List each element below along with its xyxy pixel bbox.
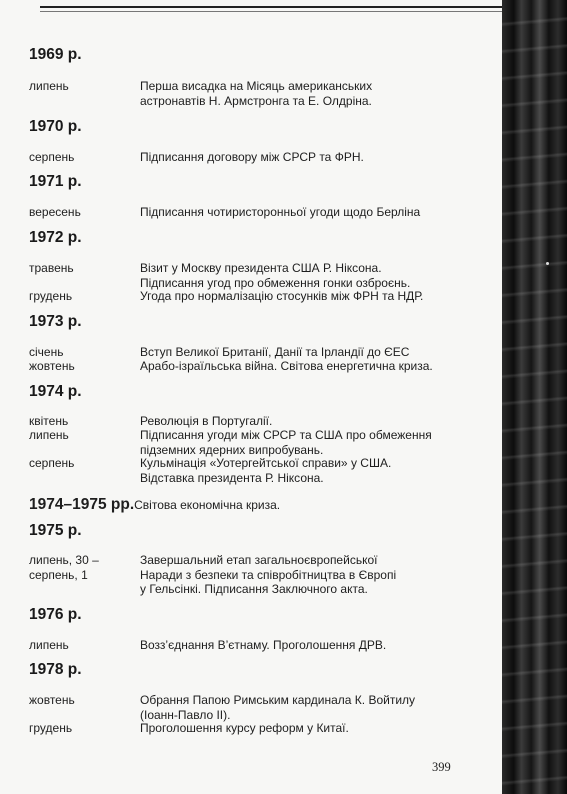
event-text: Вступ Великої Британії, Данії та Ірландії до ЄЕС: [140, 345, 410, 359]
year-heading: 1969 р.: [29, 46, 82, 63]
month-label: грудень: [29, 721, 73, 735]
page-number: 399: [432, 760, 451, 774]
year-heading: 1974 р.: [29, 383, 82, 400]
top-rule: [40, 6, 502, 8]
year-heading: 1973 р.: [29, 313, 82, 330]
year-heading: 1974–1975 рр.: [29, 496, 135, 513]
edge-speck: [546, 262, 549, 265]
year-heading: 1970 р.: [29, 118, 82, 135]
month-label: жовтень: [29, 359, 75, 373]
event-text: Возз’єднання В’єтнаму. Проголошення ДРВ.: [140, 638, 387, 652]
year-inline-row: [29, 496, 280, 514]
year-heading: 1976 р.: [29, 606, 82, 623]
year-heading: 1978 р.: [29, 661, 82, 678]
event-text: Революція в Португалії.: [140, 414, 273, 428]
event-text: Підписання чотиристоронньої угоди щодо Берліна: [140, 205, 421, 219]
month-label: липень: [29, 428, 69, 442]
event-text: Обрання Папою Римським кардинала К. Войтилу (Іоанн-Павло ІІ).: [140, 693, 416, 722]
event-text: Підписання договору між СРСР та ФРН.: [140, 150, 364, 164]
month-label: травень: [29, 261, 74, 275]
month-label: жовтень: [29, 693, 75, 707]
year-heading: 1972 р.: [29, 229, 82, 246]
event-text: Проголошення курсу реформ у Китаї.: [140, 721, 349, 735]
event-text: Кульмінація «Уотергейтської справи» у США. Відставка президента Р. Ніксона.: [140, 456, 392, 485]
event-text: Перша висадка на Місяць американських астронавтів Н. Армстронга та Е. Олдріна.: [140, 79, 373, 108]
month-label: липень, 30 – серпень, 1: [29, 553, 99, 582]
month-label: липень: [29, 638, 69, 652]
month-label: січень: [29, 345, 64, 359]
event-text: Угода про нормалізацію стосунків між ФРН та НДР.: [140, 289, 424, 303]
book-spine-highlights: [502, 0, 567, 794]
event-text: Арабо-ізраїльська війна. Світова енергетична криза.: [140, 359, 433, 373]
year-heading: 1975 р.: [29, 522, 82, 539]
event-text: Завершальний етап загальноєвропейської Наради з безпеки та співробітництва в Європі у Гельсінкі. Підписання Заключного акта.: [140, 553, 397, 596]
event-text: Підписання угоди між СРСР та США про обмеження підземних ядерних випробувань.: [140, 428, 432, 457]
month-label: серпень: [29, 150, 75, 164]
year-heading: 1971 р.: [29, 173, 82, 190]
month-label: вересень: [29, 205, 81, 219]
month-label: липень: [29, 79, 69, 93]
top-rule-thin: [40, 11, 502, 12]
month-label: серпень: [29, 456, 75, 470]
month-label: квітень: [29, 414, 69, 428]
month-label: грудень: [29, 289, 73, 303]
event-text: Світова економічна криза.: [134, 498, 281, 512]
event-text: Візит у Москву президента США Р. Ніксона. Підписання угод про обмеження гонки озброєнь.: [140, 261, 411, 290]
